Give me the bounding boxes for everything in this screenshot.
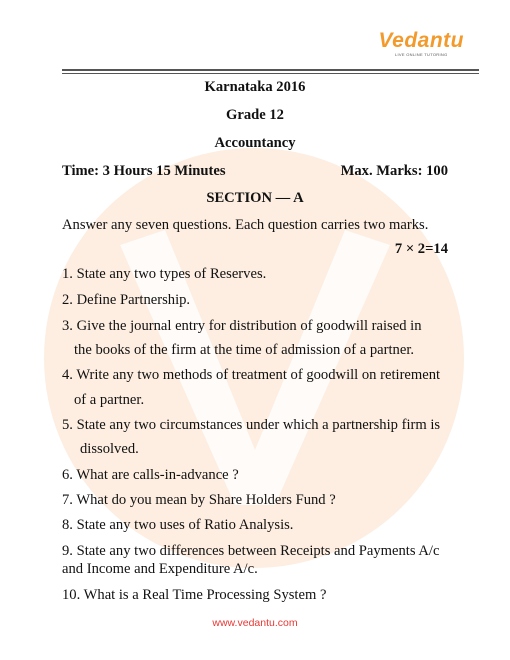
- question-8: 8. State any two uses of Ratio Analysis.: [62, 517, 294, 533]
- question-1: 1. State any two types of Reserves.: [62, 266, 267, 282]
- question-10: 10. What is a Real Time Processing System ?: [62, 587, 327, 603]
- question-4-continued: of a partner.: [74, 392, 145, 408]
- question-4: 4. Write any two methods of treatment of goodwill on retirement: [62, 367, 441, 383]
- question-9: 9. State any two differences between Receipts and Payments A/c: [62, 543, 440, 559]
- question-5: 5. State any two circumstances under which a partnership firm is: [62, 417, 441, 433]
- question-6: 6. What are calls-in-advance ?: [62, 467, 239, 483]
- paper-subject: Accountancy: [214, 135, 296, 151]
- header-divider-thin: [62, 73, 479, 74]
- question-3: 3. Give the journal entry for distribution of goodwill raised in: [62, 318, 422, 334]
- section-marks: 7 × 2=14: [394, 241, 448, 257]
- footer-website-link[interactable]: www.vedantu.com: [212, 617, 298, 629]
- paper-time: Time: 3 Hours 15 Minutes: [62, 163, 226, 179]
- paper-grade: Grade 12: [226, 107, 284, 123]
- paper-max-marks: Max. Marks: 100: [340, 163, 448, 179]
- section-instruction: Answer any seven questions. Each question carries two marks.: [62, 217, 429, 233]
- header-divider-thick: [62, 69, 479, 71]
- section-title: SECTION — A: [206, 190, 304, 206]
- question-3-continued: the books of the firm at the time of admission of a partner.: [74, 342, 415, 358]
- logo-wordmark: Vedantu: [378, 29, 464, 52]
- logo-tagline: LIVE ONLINE TUTORING: [394, 52, 448, 57]
- question-2: 2. Define Partnership.: [62, 292, 191, 308]
- paper-board-year: Karnataka 2016: [204, 79, 306, 95]
- question-7: 7. What do you mean by Share Holders Fund ?: [62, 492, 336, 508]
- vedantu-logo: [378, 30, 464, 57]
- question-9-continued: and Income and Expenditure A/c.: [62, 561, 258, 577]
- question-5-continued: dissolved.: [80, 441, 139, 457]
